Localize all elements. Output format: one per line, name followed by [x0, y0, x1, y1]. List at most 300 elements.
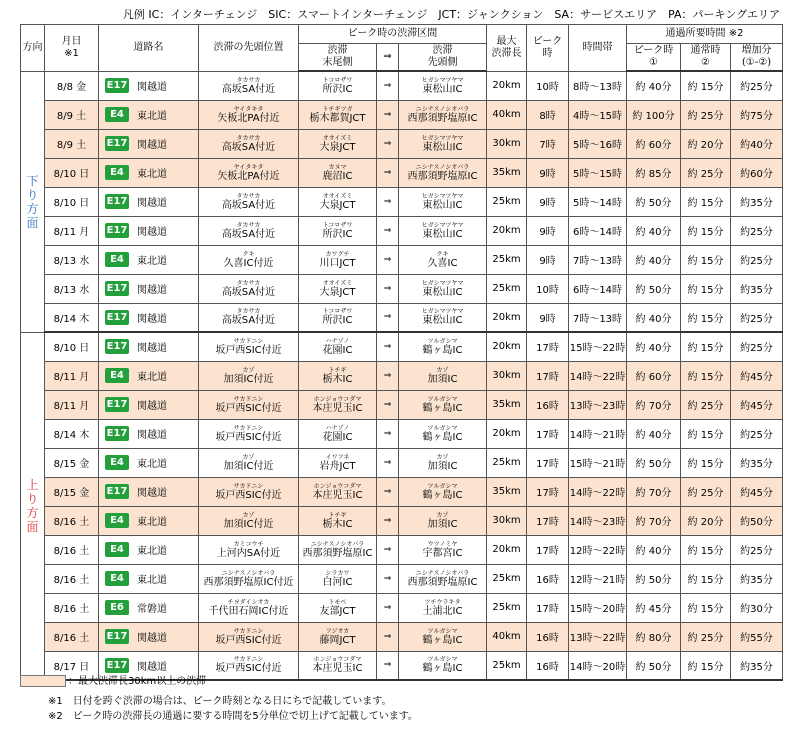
cell-max-length: 40km	[487, 622, 527, 651]
front-ruby: ツルガシマ	[427, 395, 458, 403]
front-ruby: ツルガシマ	[427, 337, 458, 345]
cell-time-band: 7時～13時	[569, 303, 627, 332]
route-badge: E17	[106, 80, 128, 91]
footnotes	[48, 694, 418, 724]
cell-time-band: 15時～20時	[569, 593, 627, 622]
cell-arrow: ⇒	[377, 245, 399, 274]
head-ruby: カゾ	[242, 366, 255, 374]
cell-front	[399, 564, 487, 593]
route-badge: E4	[105, 513, 129, 528]
cell-travel-increase: 約25分	[731, 71, 783, 100]
head-name: 加須IC付近	[223, 373, 274, 385]
cell-head-position	[199, 187, 299, 216]
cell-peak-time: 17時	[527, 332, 569, 361]
route-badge: E17	[106, 283, 128, 294]
cell-travel-normal: 約 15分	[681, 651, 731, 680]
cell-travel-normal: 約 15分	[681, 303, 731, 332]
cell-peak-time: 10時	[527, 71, 569, 100]
route-badge: E17	[106, 138, 128, 149]
front-name: 東松山IC	[422, 83, 463, 95]
cell-front	[399, 535, 487, 564]
header-date: 月日 ※1	[45, 25, 99, 72]
cell-travel-normal: 約 25分	[681, 390, 731, 419]
front-ruby: ヒガシマツヤマ	[421, 134, 464, 142]
front-name: 東松山IC	[422, 315, 463, 327]
cell-peak-time: 17時	[527, 593, 569, 622]
cell-max-length: 25km	[487, 564, 527, 593]
cell-date: 8/16 土	[45, 535, 99, 564]
cell-head-position	[199, 361, 299, 390]
cell-road	[99, 100, 199, 129]
cell-date: 8/15 金	[45, 477, 99, 506]
cell-peak-time: 9時	[527, 303, 569, 332]
header-front-side: 渋滞 先頭側	[399, 44, 487, 72]
cell-head-position	[199, 129, 299, 158]
cell-time-band: 7時～13時	[569, 245, 627, 274]
cell-max-length: 25km	[487, 187, 527, 216]
front-ruby: カゾ	[436, 366, 449, 374]
cell-peak-time: 17時	[527, 419, 569, 448]
cell-front	[399, 390, 487, 419]
cell-tail	[299, 303, 377, 332]
cell-arrow: ⇒	[377, 419, 399, 448]
cell-travel-normal: 約 15分	[681, 332, 731, 361]
cell-travel-normal: 約 15分	[681, 419, 731, 448]
route-badge: E4	[105, 107, 129, 122]
road-name: 関越道	[137, 313, 167, 325]
front-ruby: ヒガシマツヤマ	[421, 192, 464, 200]
tail-name: 本庄児玉IC	[312, 663, 363, 675]
table-row	[21, 622, 783, 651]
cell-tail	[299, 361, 377, 390]
header-travel-peak: ピーク時 ①	[627, 44, 681, 72]
head-ruby: ヤイタキタ	[233, 163, 264, 171]
tail-ruby: カヌマ	[328, 163, 347, 171]
head-ruby: サカドニシ	[233, 656, 264, 664]
cell-date: 8/11 月	[45, 216, 99, 245]
cell-arrow: ⇒	[377, 303, 399, 332]
cell-peak-time: 16時	[527, 390, 569, 419]
cell-date: 8/13 水	[45, 245, 99, 274]
cell-front	[399, 187, 487, 216]
cell-time-band: 5時～16時	[569, 129, 627, 158]
direction-char: 面	[26, 520, 39, 534]
congestion-table	[20, 24, 783, 681]
direction-char: 面	[26, 215, 39, 230]
tail-name: 栃木IC	[322, 518, 353, 530]
cell-road	[99, 187, 199, 216]
tail-ruby: ホンジョウコダマ	[313, 395, 362, 403]
cell-road	[99, 129, 199, 158]
head-name: 高坂SA付近	[221, 141, 276, 153]
cell-road	[99, 216, 199, 245]
head-name: 久喜IC付近	[223, 257, 274, 269]
head-name: 坂戸西SIC付近	[215, 663, 282, 675]
head-ruby: カゾ	[242, 453, 255, 461]
cell-tail	[299, 593, 377, 622]
tail-ruby: トチギツガ	[322, 105, 353, 113]
cell-travel-normal: 約 20分	[681, 506, 731, 535]
cell-tail	[299, 448, 377, 477]
road-name: 東北道	[137, 459, 167, 470]
cell-travel-normal: 約 15分	[681, 245, 731, 274]
table-row	[21, 448, 783, 477]
cell-date: 8/17 日	[45, 651, 99, 680]
cell-date: 8/9 土	[45, 100, 99, 129]
cell-peak-time: 17時	[527, 361, 569, 390]
table-row	[21, 245, 783, 274]
cell-max-length: 35km	[487, 390, 527, 419]
head-name: 上河内SA付近	[216, 547, 281, 559]
cell-peak-time: 17時	[527, 535, 569, 564]
tail-name: 岩舟JCT	[319, 460, 356, 472]
cell-road	[99, 332, 199, 361]
head-ruby: カミコウチ	[233, 540, 264, 548]
cell-travel-normal: 約 15分	[681, 187, 731, 216]
front-name: 鶴ヶ島IC	[422, 431, 463, 443]
cell-time-band: 14時～22時	[569, 477, 627, 506]
head-ruby: カゾ	[242, 511, 255, 519]
cell-date: 8/10 日	[45, 187, 99, 216]
table-row	[21, 361, 783, 390]
cell-arrow: ⇒	[377, 71, 399, 100]
cell-time-band: 14時～22時	[569, 361, 627, 390]
cell-travel-normal: 約 20分	[681, 129, 731, 158]
cell-arrow: ⇒	[377, 448, 399, 477]
cell-travel-increase: 約25分	[731, 216, 783, 245]
table-row	[21, 419, 783, 448]
cell-tail	[299, 651, 377, 680]
tail-name: 本庄児玉IC	[312, 402, 363, 414]
cell-travel-peak: 約 45分	[627, 593, 681, 622]
cell-date: 8/11 月	[45, 390, 99, 419]
route-badge: E17	[106, 631, 128, 642]
cell-max-length: 20km	[487, 303, 527, 332]
cell-travel-peak: 約 70分	[627, 390, 681, 419]
head-ruby: タカサカ	[236, 221, 261, 229]
cell-time-band: 8時～13時	[569, 71, 627, 100]
head-name: 坂戸西SIC付近	[215, 489, 282, 501]
front-name: 加須IC	[427, 518, 458, 530]
cell-travel-increase: 約45分	[731, 390, 783, 419]
tail-name: 西那須野塩原IC	[302, 547, 373, 559]
cell-road	[99, 535, 199, 564]
tail-ruby: トコロザワ	[322, 221, 353, 229]
front-name: 鶴ヶ島IC	[422, 344, 463, 356]
cell-front	[399, 158, 487, 187]
cell-travel-increase: 約25分	[731, 245, 783, 274]
head-ruby: クキ	[242, 250, 255, 258]
cell-peak-time: 16時	[527, 564, 569, 593]
cell-arrow: ⇒	[377, 187, 399, 216]
route-badge: E17	[106, 196, 128, 207]
cell-travel-peak: 約 50分	[627, 187, 681, 216]
cell-front	[399, 419, 487, 448]
cell-arrow: ⇒	[377, 651, 399, 680]
road-name: 関越道	[137, 661, 167, 673]
head-name: 加須IC付近	[223, 518, 274, 530]
road-name: 東北道	[137, 372, 167, 383]
tail-ruby: トモベ	[328, 598, 347, 606]
cell-travel-increase: 約35分	[731, 651, 783, 680]
cell-tail	[299, 216, 377, 245]
cell-peak-time: 17時	[527, 448, 569, 477]
road-name: 関越道	[137, 140, 167, 151]
cell-travel-peak: 約 40分	[627, 303, 681, 332]
cell-date: 8/14 木	[45, 419, 99, 448]
road-name: 関越道	[137, 401, 167, 412]
tail-name: 所沢IC	[322, 228, 353, 240]
cell-max-length: 20km	[487, 71, 527, 100]
cell-travel-peak: 約 50分	[627, 651, 681, 680]
cell-head-position	[199, 274, 299, 303]
cell-tail	[299, 158, 377, 187]
tail-ruby: オオイズミ	[322, 279, 353, 287]
cell-tail	[299, 100, 377, 129]
road-name: 東北道	[137, 111, 167, 122]
cell-head-position	[199, 535, 299, 564]
head-name: 坂戸西SIC付近	[215, 344, 282, 356]
cell-travel-normal: 約 15分	[681, 448, 731, 477]
cell-date: 8/11 月	[45, 361, 99, 390]
tail-name: 川口JCT	[319, 257, 356, 269]
header-road: 道路名	[99, 25, 199, 72]
front-name: 西那須野塩原IC	[407, 112, 478, 124]
cell-head-position	[199, 303, 299, 332]
cell-head-position	[199, 477, 299, 506]
route-badge: E17	[106, 311, 128, 323]
cell-date: 8/8 金	[45, 71, 99, 100]
head-ruby: ヤイタキタ	[233, 105, 264, 113]
cell-tail	[299, 390, 377, 419]
front-ruby: カゾ	[436, 453, 449, 461]
header-tail-side: 渋滞 末尾側	[299, 44, 377, 72]
tail-ruby: イワフネ	[325, 453, 350, 461]
route-badge: E4	[105, 165, 129, 180]
cell-peak-time: 16時	[527, 622, 569, 651]
head-ruby: タカサカ	[236, 192, 261, 200]
cell-head-position	[199, 332, 299, 361]
cell-travel-peak: 約 40分	[627, 245, 681, 274]
cell-travel-peak: 約 100分	[627, 100, 681, 129]
cell-travel-normal: 約 15分	[681, 71, 731, 100]
road-name: 東北道	[137, 517, 167, 528]
cell-front	[399, 129, 487, 158]
cell-tail	[299, 535, 377, 564]
head-ruby: タカサカ	[236, 76, 261, 84]
cell-travel-increase: 約75分	[731, 100, 783, 129]
header-travel-normal: 通常時 ②	[681, 44, 731, 72]
route-badge: E4	[105, 571, 129, 586]
cell-road	[99, 506, 199, 535]
cell-road	[99, 622, 199, 651]
front-name: 鶴ヶ島IC	[422, 634, 463, 646]
table-row	[21, 71, 783, 100]
direction-char: 下	[26, 173, 39, 188]
cell-front	[399, 274, 487, 303]
cell-front	[399, 361, 487, 390]
cell-date: 8/9 土	[45, 129, 99, 158]
cell-travel-increase: 約30分	[731, 593, 783, 622]
head-ruby: サカドニシ	[233, 395, 264, 403]
road-name: 東北道	[137, 169, 167, 180]
tail-name: 鹿沼IC	[322, 170, 353, 182]
cell-tail	[299, 564, 377, 593]
road-name: 常磐道	[137, 604, 167, 615]
route-badge: E17	[106, 659, 128, 671]
cell-front	[399, 245, 487, 274]
direction-char: 上	[26, 478, 39, 492]
cell-head-position	[199, 593, 299, 622]
cell-road	[99, 361, 199, 390]
front-name: 久喜IC	[427, 257, 458, 269]
cell-time-band: 14時～23時	[569, 506, 627, 535]
cell-travel-increase: 約45分	[731, 361, 783, 390]
table-row	[21, 274, 783, 303]
table-row	[21, 390, 783, 419]
tail-ruby: トチギ	[328, 366, 347, 374]
cell-road	[99, 274, 199, 303]
tail-name: 白河IC	[322, 576, 353, 588]
cell-travel-peak: 約 50分	[627, 448, 681, 477]
route-badge: E17	[106, 486, 128, 497]
cell-travel-normal: 約 25分	[681, 477, 731, 506]
cell-road	[99, 390, 199, 419]
header-peak-time: ピーク 時	[527, 25, 569, 72]
tail-name: 大泉JCT	[319, 286, 356, 298]
head-name: 西那須野塩原IC付近	[203, 576, 294, 588]
cell-time-band: 5時～14時	[569, 187, 627, 216]
cell-arrow: ⇒	[377, 622, 399, 651]
front-name: 加須IC	[427, 373, 458, 385]
cell-head-position	[199, 651, 299, 680]
cell-date: 8/13 水	[45, 274, 99, 303]
cell-head-position	[199, 506, 299, 535]
cell-road	[99, 448, 199, 477]
direction-char: 方	[26, 506, 39, 520]
tail-ruby: オオイズミ	[322, 192, 353, 200]
cell-peak-time: 16時	[527, 651, 569, 680]
cell-arrow: ⇒	[377, 129, 399, 158]
cell-max-length: 40km	[487, 100, 527, 129]
cell-travel-increase: 約40分	[731, 129, 783, 158]
cell-head-position	[199, 564, 299, 593]
cell-travel-normal: 約 15分	[681, 564, 731, 593]
cell-front	[399, 448, 487, 477]
road-name: 東北道	[137, 256, 167, 267]
head-name: 矢板北PA付近	[217, 170, 280, 182]
header-arrow: ⇒	[377, 44, 399, 72]
cell-tail	[299, 187, 377, 216]
front-name: 宇都宮IC	[422, 547, 463, 559]
front-name: 西那須野塩原IC	[407, 576, 478, 588]
cell-tail	[299, 245, 377, 274]
route-badge: E17	[106, 399, 128, 410]
table-row	[21, 303, 783, 332]
tail-ruby: ホンジョウコダマ	[313, 656, 362, 664]
highlight-swatch	[20, 675, 66, 687]
tail-ruby: ハナゾノ	[325, 337, 350, 345]
cell-arrow: ⇒	[377, 564, 399, 593]
header-time-band: 時間帯	[569, 25, 627, 72]
head-ruby: ニシナスノシオバラ	[221, 569, 276, 577]
road-name: 東北道	[137, 575, 167, 586]
head-name: 高坂SA付近	[221, 286, 276, 298]
cell-travel-peak: 約 85分	[627, 158, 681, 187]
table-body	[21, 71, 783, 680]
cell-travel-normal: 約 15分	[681, 593, 731, 622]
road-name: 関越道	[137, 285, 167, 296]
cell-road	[99, 477, 199, 506]
head-name: 高坂SA付近	[221, 228, 276, 240]
cell-arrow: ⇒	[377, 506, 399, 535]
cell-travel-peak: 約 60分	[627, 361, 681, 390]
cell-arrow: ⇒	[377, 158, 399, 187]
cell-head-position	[199, 622, 299, 651]
cell-arrow: ⇒	[377, 477, 399, 506]
cell-travel-normal: 約 25分	[681, 100, 731, 129]
direction-char: り	[26, 492, 39, 506]
cell-max-length: 25km	[487, 245, 527, 274]
direction-char: り	[26, 187, 39, 202]
road-name: 関越道	[137, 82, 167, 93]
cell-time-band: 15時～21時	[569, 448, 627, 477]
head-ruby: チヨダイシオカ	[227, 598, 270, 606]
tail-ruby: オオイズミ	[322, 134, 353, 142]
head-ruby: サカドニシ	[233, 337, 264, 345]
cell-front	[399, 71, 487, 100]
cell-travel-increase: 約25分	[731, 332, 783, 361]
cell-front	[399, 622, 487, 651]
bottom-legend	[20, 672, 206, 687]
cell-time-band: 4時～15時	[569, 100, 627, 129]
cell-arrow: ⇒	[377, 100, 399, 129]
cell-max-length: 20km	[487, 419, 527, 448]
head-ruby: サカドニシ	[233, 482, 264, 490]
cell-max-length: 20km	[487, 332, 527, 361]
cell-time-band: 5時～15時	[569, 158, 627, 187]
front-ruby: クキ	[436, 250, 449, 258]
cell-travel-increase: 約55分	[731, 622, 783, 651]
cell-travel-peak: 約 40分	[627, 332, 681, 361]
route-badge: E4	[105, 542, 129, 557]
cell-road	[99, 564, 199, 593]
cell-road	[99, 303, 199, 332]
head-name: 坂戸西SIC付近	[215, 634, 282, 646]
front-ruby: ヒガシマツヤマ	[421, 308, 464, 316]
cell-front	[399, 216, 487, 245]
table-row	[21, 593, 783, 622]
cell-tail	[299, 477, 377, 506]
cell-max-length: 35km	[487, 158, 527, 187]
cell-head-position	[199, 71, 299, 100]
head-name: 高坂SA付近	[221, 315, 276, 327]
route-badge: E17	[106, 428, 128, 439]
road-name: 関越道	[137, 430, 167, 441]
cell-travel-normal: 約 15分	[681, 216, 731, 245]
table-row	[21, 506, 783, 535]
tail-name: 栃木IC	[322, 373, 353, 385]
head-name: 千代田石岡IC付近	[208, 605, 289, 617]
cell-travel-increase: 約60分	[731, 158, 783, 187]
table-row	[21, 332, 783, 361]
front-name: 東松山IC	[422, 228, 463, 240]
table-row	[21, 216, 783, 245]
front-ruby: ニシナスノシオバラ	[415, 163, 470, 171]
head-name: 矢板北PA付近	[217, 112, 280, 124]
table-row	[21, 564, 783, 593]
tail-name: 藤岡JCT	[319, 634, 356, 646]
